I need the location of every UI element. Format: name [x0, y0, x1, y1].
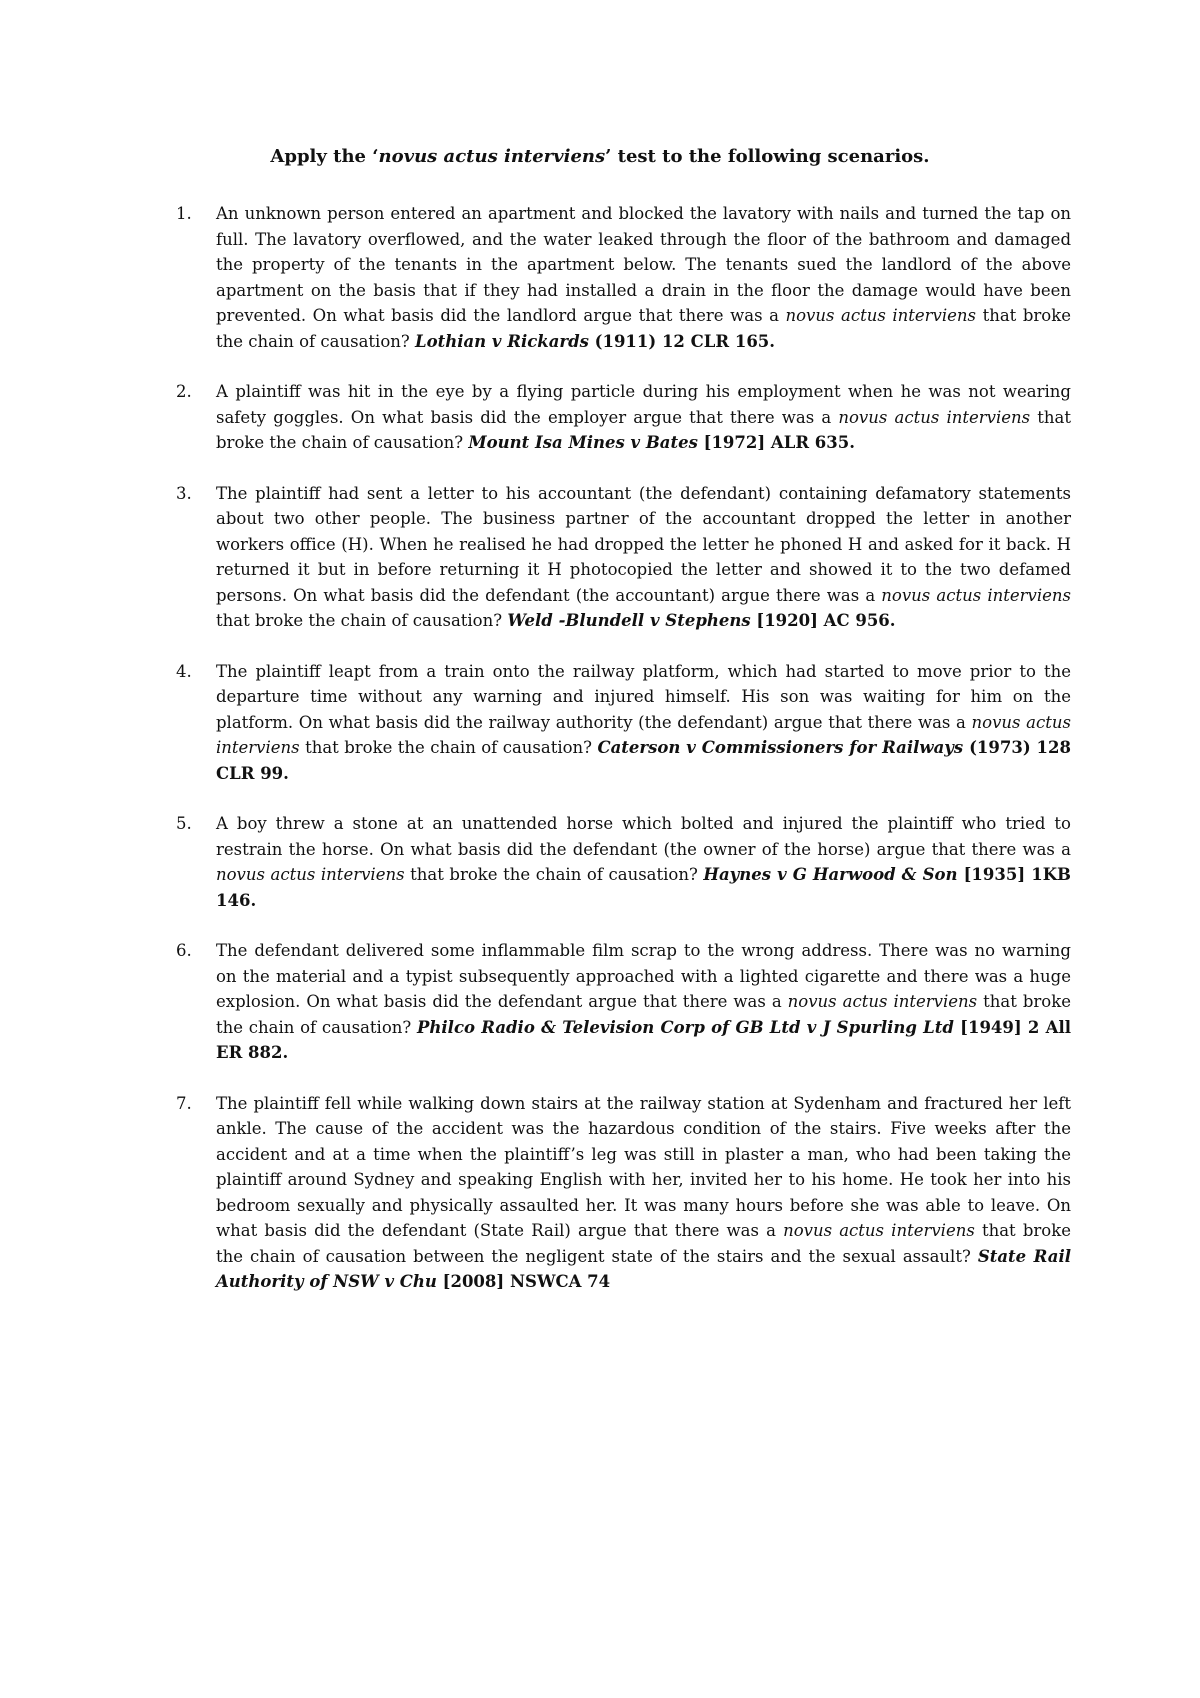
- question-number: 7.: [176, 1093, 192, 1113]
- question-number: 2.: [176, 382, 192, 401]
- question-text: A plaintiff was hit in the eye by a flying particle during his employment when he was not wearing safety goggles. On what basis did the employer argue that there was a: [216, 382, 1071, 427]
- case-name: Mount Isa Mines v Bates [1972] ALR 635.: [468, 433, 855, 452]
- question-text-end: that broke the chain of causation?: [216, 611, 508, 630]
- case-name: State Rail Authority of NSW v Chu [2008] NSWCA 74: [216, 1246, 1071, 1291]
- question-text-end: that broke the chain of causation?: [216, 407, 1071, 452]
- title-post: ’ test to the following scenarios.: [605, 146, 930, 167]
- latin-phrase: novus actus interviens: [785, 306, 977, 325]
- case-name: Philco Radio & Television Corp of GB Ltd v J Spurling Ltd [1949] 2 All ER 882.: [216, 1017, 1072, 1062]
- question-text: The plaintiff had sent a letter to his accountant (the defendant) containing defamatory statements about two other people. The business partner of the accountant dropped the letter in another workers office (H). When he realised he had dropped the letter he phoned H and asked for it back. H returned it but in before returning it H photocopied the letter and showed it to the two defamed persons. On what basis did the defendant (the accountant) argue there was a: [216, 483, 1071, 605]
- latin-phrase: novus actus interviens: [787, 992, 978, 1011]
- question-number: 3.: [176, 483, 192, 503]
- question-item: [176, 1091, 1071, 1295]
- question-text-end: that broke the chain of causation between the negligent state of the stairs and the sexual assault?: [216, 1221, 1071, 1266]
- case-name: Weld -Blundell v Stephens [1920] AC 956.: [507, 611, 896, 630]
- case-name: Caterson v Commissioners for Railways (1973) 128 CLR 99.: [216, 738, 1072, 783]
- question-text-end: that broke the chain of causation?: [299, 738, 598, 757]
- question-item: [176, 379, 1071, 456]
- latin-phrase: novus actus interviens: [881, 585, 1071, 605]
- question-text: The plaintiff fell while walking down stairs at the railway station at Sydenham and fractured her left ankle. The cause of the accident was the hazardous condition of the stairs. Five weeks after the accident and at a time when the plaintiff’s leg was still in plaster a man, who had been taking the plaintiff around Sydney and speaking English with her, invited her to his home. He took her into his bedroom sexually and physically assaulted her. It was many hours before she was able to leave. On what basis did the defendant (State Rail) argue that there was a: [216, 1093, 1071, 1240]
- case-name: Haynes v G Harwood & Son [1935] 1KB 146.: [216, 865, 1071, 910]
- title-pre: Apply the ‘: [270, 146, 379, 167]
- question-item: [176, 201, 1071, 354]
- question-list: [176, 201, 1071, 1295]
- question-item: [176, 811, 1071, 913]
- question-text-end: that broke the chain of causation?: [216, 992, 1071, 1037]
- page-title: [0, 146, 1200, 167]
- title-latin: novus actus interviens: [378, 146, 606, 167]
- latin-phrase: novus actus interviens: [838, 407, 1031, 427]
- question-text: An unknown person entered an apartment and blocked the lavatory with nails and turned the tap on full. The lavatory overflowed, and the water leaked through the floor of the bathroom and damaged the property of the tenants in the apartment below. The tenants sued the landlord of the above apartment on the basis that if they had installed a drain in the floor the damage would have been prevented. On what basis did the landlord argue that there was a: [216, 204, 1071, 325]
- question-text: A boy threw a stone at an unattended horse which bolted and injured the plaintiff who tried to restrain the horse. On what basis did the defendant (the owner of the horse) argue that there was a: [216, 814, 1071, 859]
- question-item: [176, 938, 1071, 1066]
- latin-phrase: novus actus interviens: [783, 1221, 975, 1240]
- question-number: 5.: [176, 814, 192, 833]
- latin-phrase: novus actus interviens: [216, 865, 405, 884]
- question-number: 1.: [176, 204, 192, 223]
- question-item: [176, 481, 1071, 634]
- latin-phrase: novus actus interviens: [216, 712, 1071, 757]
- question-item: [176, 659, 1071, 787]
- question-text-end: that broke the chain of causation?: [216, 306, 1071, 351]
- question-text: The defendant delivered some inflammable film scrap to the wrong address. There was no warning on the material and a typist subsequently approached with a lighted cigarette and there was a huge explosion. On what basis did the defendant argue that there was a: [216, 941, 1071, 1011]
- question-number: 4.: [176, 661, 192, 681]
- case-name: Lothian v Rickards (1911) 12 CLR 165.: [414, 331, 776, 351]
- question-text: The plaintiff leapt from a train onto the railway platform, which had started to move prior to the departure time without any warning and injured himself. His son was waiting for him on the platform. On what basis did the railway authority (the defendant) argue that there was a: [216, 661, 1071, 732]
- question-number: 6.: [176, 941, 192, 960]
- question-text-end: that broke the chain of causation?: [404, 865, 704, 884]
